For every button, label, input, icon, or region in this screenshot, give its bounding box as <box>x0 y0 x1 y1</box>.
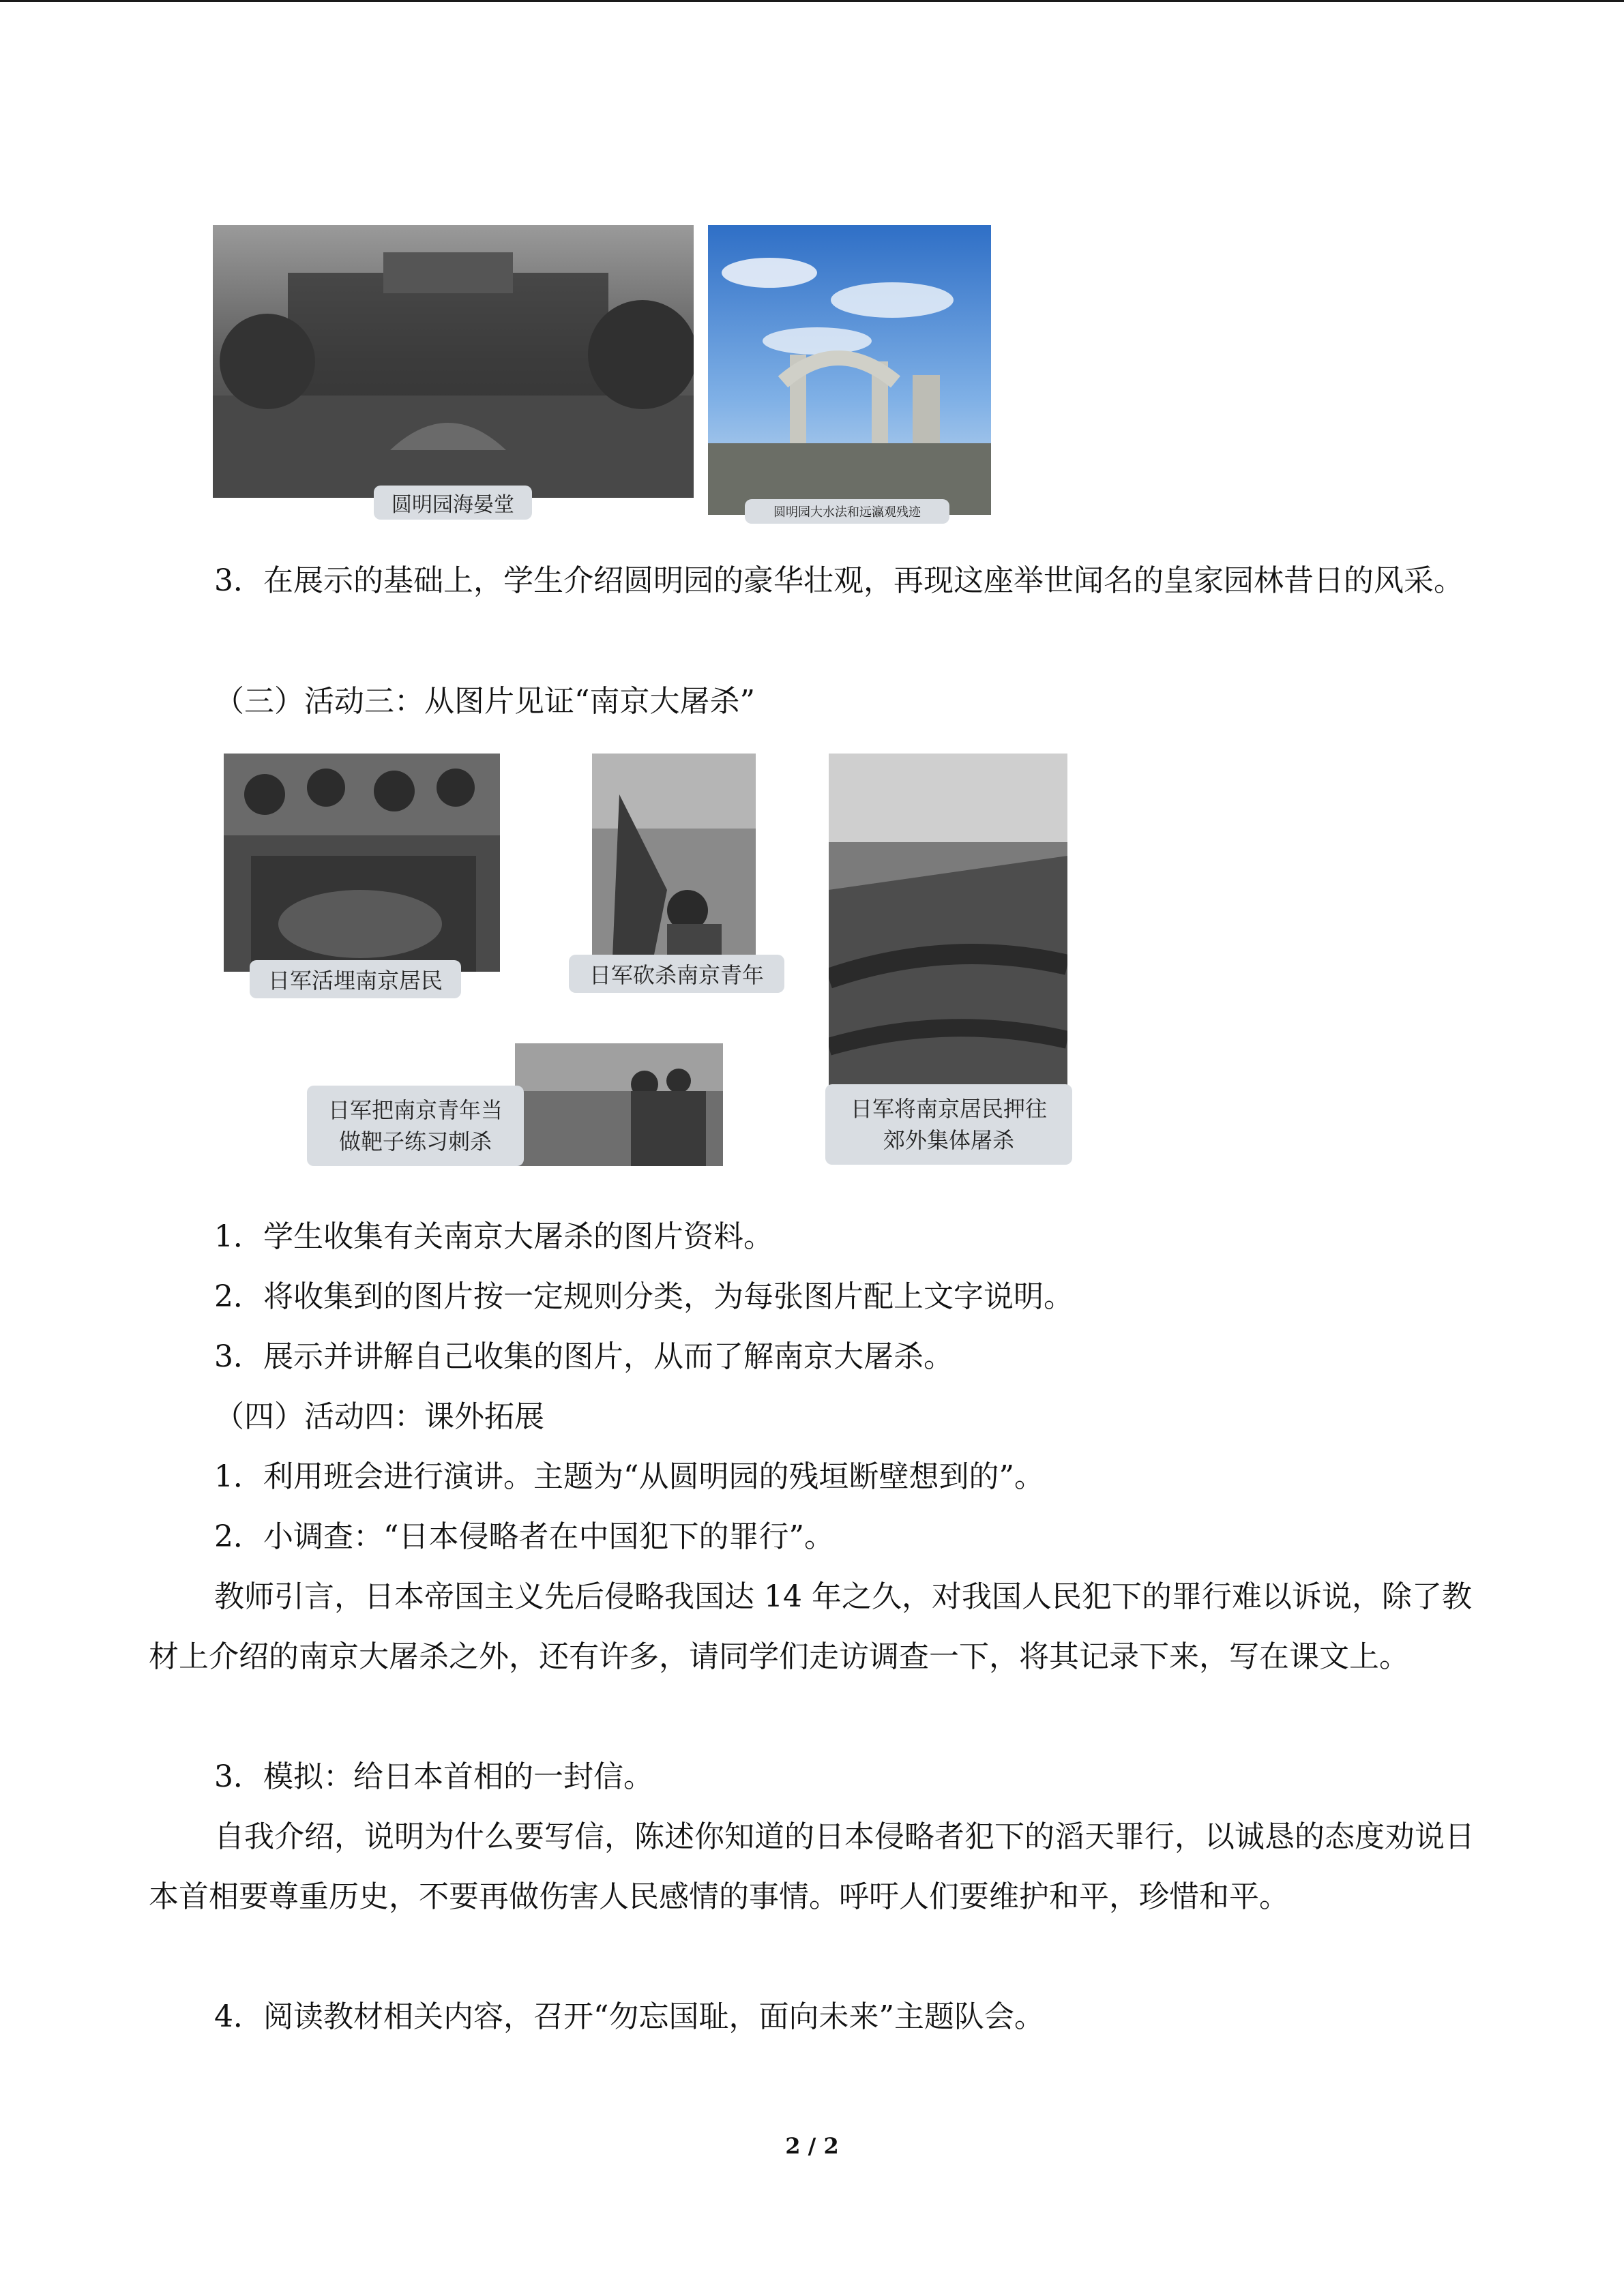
nanjing-caption-4-line2: 郊外集体屠杀 <box>883 1127 1014 1153</box>
paragraph-activity3-step1: 1．学生收集有关南京大屠杀的图片资料。 <box>214 1219 773 1254</box>
nanjing-photo-3 <box>515 1043 723 1166</box>
nanjing-photo-2 <box>592 754 756 958</box>
nanjing-caption-2: 日军砍杀南京青年 <box>569 955 784 993</box>
paragraph-letter-intro: 自我介绍，说明为什么要写信，陈述你知道的日本侵略者犯下的滔天罪行，以诚恳的态度劝说日本首相要尊重历史，不要再做伤害人民感情的事情。呼吁人们要维护和平，珍惜和平。 <box>149 1819 1475 1914</box>
paragraph-activity4-step1: 1．利用班会进行演讲。主题为“从圆明园的残垣断壁想到的”。 <box>214 1459 1044 1494</box>
paragraph-activity3-step3: 3．展示并讲解自己收集的图片，从而了解南京大屠杀。 <box>214 1339 954 1374</box>
paragraph-activity3-step2: 2．将收集到的图片按一定规则分类，为每张图片配上文字说明。 <box>214 1279 1074 1314</box>
dashuifa-caption: 圆明园大水法和远瀛观残迹 <box>745 499 949 524</box>
nanjing-caption-4-line1: 日军将南京居民押往 <box>850 1095 1047 1122</box>
paragraph-activity2-step3: 3．在展示的基础上，学生介绍圆明园的豪华壮观，再现这座举世闻名的皇家园林昔日的风采。 <box>214 563 1464 598</box>
paragraph-teacher-intro: 教师引言，日本帝国主义先后侵略我国达 14 年之久，对我国人民犯下的罪行难以诉说，除了教材上介绍的南京大屠杀之外，还有许多，请同学们走访调查一下，将其记录下来，写在课文上。 <box>149 1579 1472 1674</box>
dashuifa-photo <box>708 225 991 515</box>
top-border <box>0 0 1624 2</box>
nanjing-caption-3 <box>307 1086 524 1166</box>
heading-activity4: （四）活动四：课外拓展 <box>214 1399 544 1434</box>
paragraph-activity4-step3: 3．模拟：给日本首相的一封信。 <box>214 1759 653 1794</box>
page-number: 2 / 2 <box>785 2133 839 2159</box>
nanjing-caption-4 <box>825 1084 1072 1165</box>
paragraph-activity4-step2: 2．小调查：“日本侵略者在中国犯下的罪行”。 <box>214 1519 834 1554</box>
paragraph-activity4-step4: 4．阅读教材相关内容，召开“勿忘国耻，面向未来”主题队会。 <box>214 1999 1044 2034</box>
heading-activity3: （三）活动三：从图片见证“南京大屠杀” <box>214 684 755 719</box>
nanjing-photo-1 <box>224 754 500 972</box>
nanjing-caption-3-line1: 日军把南京青年当 <box>327 1097 503 1123</box>
haiyantang-caption: 圆明园海晏堂 <box>374 486 532 520</box>
nanjing-caption-1: 日军活埋南京居民 <box>250 960 461 998</box>
nanjing-caption-3-line2: 做靶子练习刺杀 <box>338 1129 492 1154</box>
haiyantang-photo <box>213 225 694 498</box>
